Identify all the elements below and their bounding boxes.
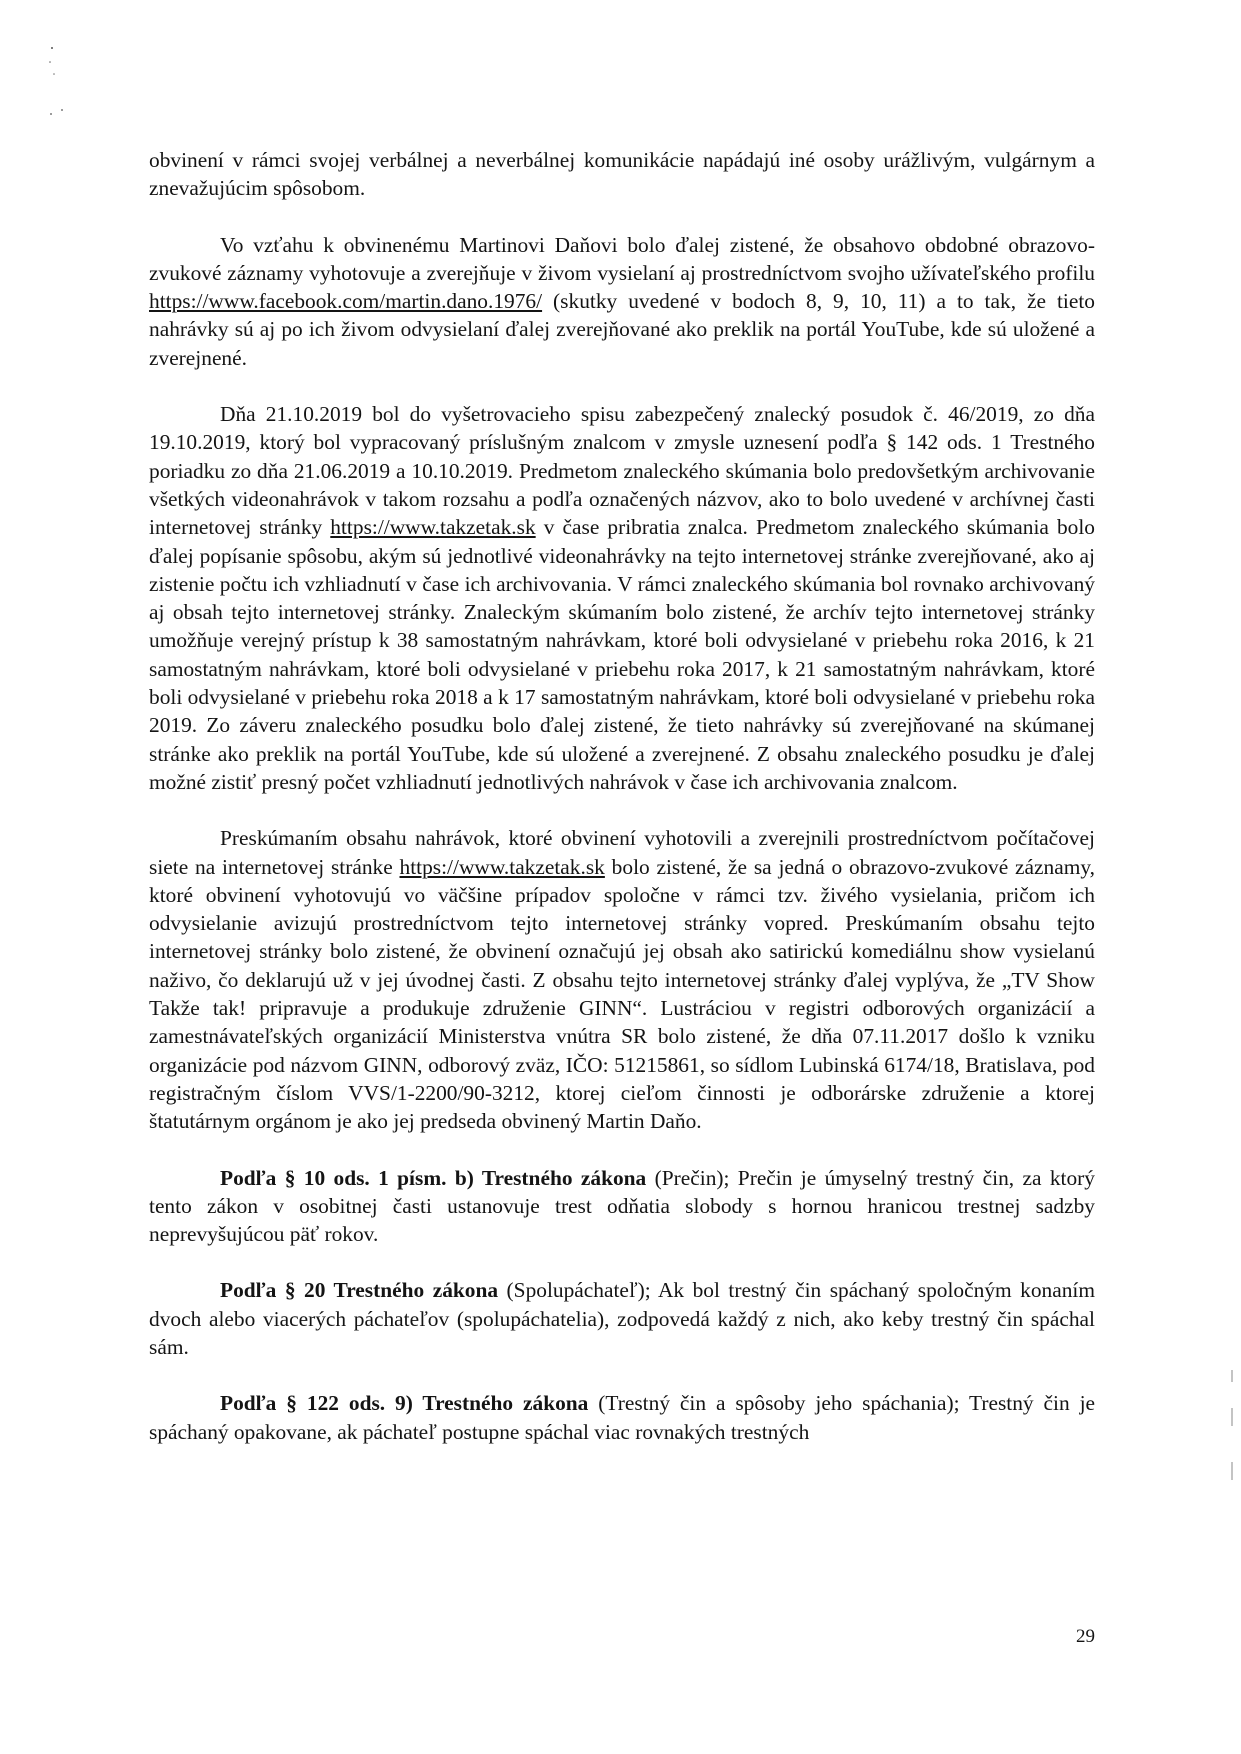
document-body xyxy=(149,146,1095,1446)
paragraph-7-text: (Trestný čin a spôsoby jeho spáchania); Trestný čin je spáchaný opakovane, ak páchateľ postupne spáchal viac rovnakých trestných xyxy=(149,1391,1096,1444)
paragraph-7-heading: Podľa § 122 ods. 9) Trestného zákona xyxy=(220,1391,589,1416)
page-number: 29 xyxy=(1076,1626,1095,1647)
takzetak-link-2[interactable]: https://www.takzetak.sk xyxy=(399,854,605,879)
paragraph-1 xyxy=(149,146,1095,203)
scan-specks xyxy=(40,40,80,130)
facebook-profile-link[interactable]: https://www.facebook.com/martin.dano.1976/ xyxy=(149,289,543,314)
paragraph-5-text: (Prečin); Prečin je úmyselný trestný čin, za ktorý tento zákon v osobitnej časti ustanovuje trest odňatia slobody s hornou hranicou trestnej sadzby neprevyšujúcou päť rokov. xyxy=(149,1165,1095,1247)
paragraph-1-text: obvinení v rámci svojej verbálnej a neverbálnej komunikácie napádajú iné osoby urážlivým, vulgárnym a znevažujúcim spôsobom. xyxy=(149,148,1095,201)
paragraph-4 xyxy=(149,824,1095,1135)
paragraph-4-text-start: Preskúmaním obsahu nahrávok, ktoré obvinení vyhotovili a zverejnili prostredníctvom počítačovej siete na internetovej stránke xyxy=(149,826,1095,879)
paragraph-5 xyxy=(149,1164,1095,1249)
paragraph-2 xyxy=(149,231,1095,372)
paragraph-3-text-start: Dňa 21.10.2019 bol do vyšetrovacieho spisu zabezpečený znalecký posudok č. 46/2019, zo dňa 19.10.2019, ktorý bol vypracovaný príslušným znalcom v zmysle uznesení podľa § 142 ods. 1 Trestného poriadku zo dňa 21.06.2019 a 10.10.2019. Predmetom znaleckého skúmania bolo predovšetkým archivovanie všetkých videonahrávok v takom rozsahu a podľa označených názvov, ako to bolo uvedené v archívnej časti internetovej stránky xyxy=(149,402,1095,540)
paragraph-6 xyxy=(149,1276,1095,1361)
takzetak-link[interactable]: https://www.takzetak.sk xyxy=(330,515,536,540)
paragraph-3 xyxy=(149,400,1095,796)
paragraph-2-text-end: (skutky uvedené v bodoch 8, 9, 10, 11) a to tak, že tieto nahrávky sú aj po ich živom odvysielaní ďalej zverejňované ako preklik na portál YouTube, kde sú uložené a zverejnené. xyxy=(149,289,1095,370)
scan-edge-marks xyxy=(1228,1370,1238,1490)
paragraph-7 xyxy=(149,1389,1095,1446)
paragraph-4-text-end: bolo zistené, že sa jedná o obrazovo-zvukové záznamy, ktoré obvinení vyhotovujú vo väčšine prípadov spoločne v rámci tzv. živého vysielania, pričom ich odvysielanie avizujú prostredníctvom tejto internetovej stránky vopred. Preskúmaním obsahu tejto internetovej stránky bolo zistené, že obvinení označujú jej obsah ako satirickú komediálnu show vysielanú naživo, čo deklarujú už v jej úvodnej časti. Z obsahu tejto internetovej stránky ďalej vyplýva, že „TV Show Takže tak! pripravuje a produkuje združenie GINN“. Lustráciou v registri odborových organizácií a zamestnávateľských organizácií Ministerstva vnútra SR bolo zistené, že dňa 07.11.2017 došlo k vzniku organizácie pod názvom GINN, odborový zväz, IČO: 51215861, so sídlom Lubinská 6174/18, Bratislava, pod registračným číslom VVS/1-2200/90-3212, ktorej cieľom činnosti je odborárske združenie a ktorej štatutárnym orgánom je ako jej predseda obvinený Martin Daňo. xyxy=(149,854,1095,1134)
paragraph-5-heading: Podľa § 10 ods. 1 písm. b) Trestného zákona xyxy=(220,1165,647,1190)
paragraph-3-text-end: v čase pribratia znalca. Predmetom znaleckého skúmania bolo ďalej popísanie spôsobu, akým sú jednotlivé videonahrávky na tejto internetovej stránke zverejňované, ako aj zistenie počtu ich vzhliadnutí v čase ich archivovania. V rámci znaleckého skúmania bol rovnako archivovaný aj obsah tejto internetovej stránky. Znaleckým skúmaním bolo zistené, že archív tejto internetovej stránky umožňuje verejný prístup k 38 samostatným nahrávkam, ktoré boli odvysielané v priebehu roka 2016, k 21 samostatným nahrávkam, ktoré boli odvysielané v priebehu roka 2017, k 21 samostatným nahrávkam, ktoré boli odvysielané v priebehu roka 2018 a k 17 samostatným nahrávkam, ktoré boli odvysielané v priebehu roka 2019. Zo záveru znaleckého posudku bolo ďalej zistené, že tieto nahrávky sú zverejňované na skúmanej stránke ako preklik na portál YouTube, kde sú uložené a zverejnené. Z obsahu znaleckého posudku je ďalej možné zistiť presný počet vzhliadnutí jednotlivých nahrávok v čase ich archivovania znalcom. xyxy=(149,515,1096,794)
paragraph-2-text-start: Vo vzťahu k obvinenému Martinovi Daňovi bolo ďalej zistené, že obsahovo obdobné obrazovo-zvukové záznamy vyhotovuje a zverejňuje v živom vysielaní aj prostredníctvom svojho užívateľského profilu xyxy=(149,232,1095,285)
paragraph-6-text: (Spolupáchateľ); Ak bol trestný čin spáchaný spoločným konaním dvoch alebo viacerých páchateľov (spolupáchatelia), zodpovedá každý z nich, ako keby trestný čin spáchal sám. xyxy=(149,1278,1095,1359)
paragraph-6-heading: Podľa § 20 Trestného zákona xyxy=(220,1278,499,1303)
